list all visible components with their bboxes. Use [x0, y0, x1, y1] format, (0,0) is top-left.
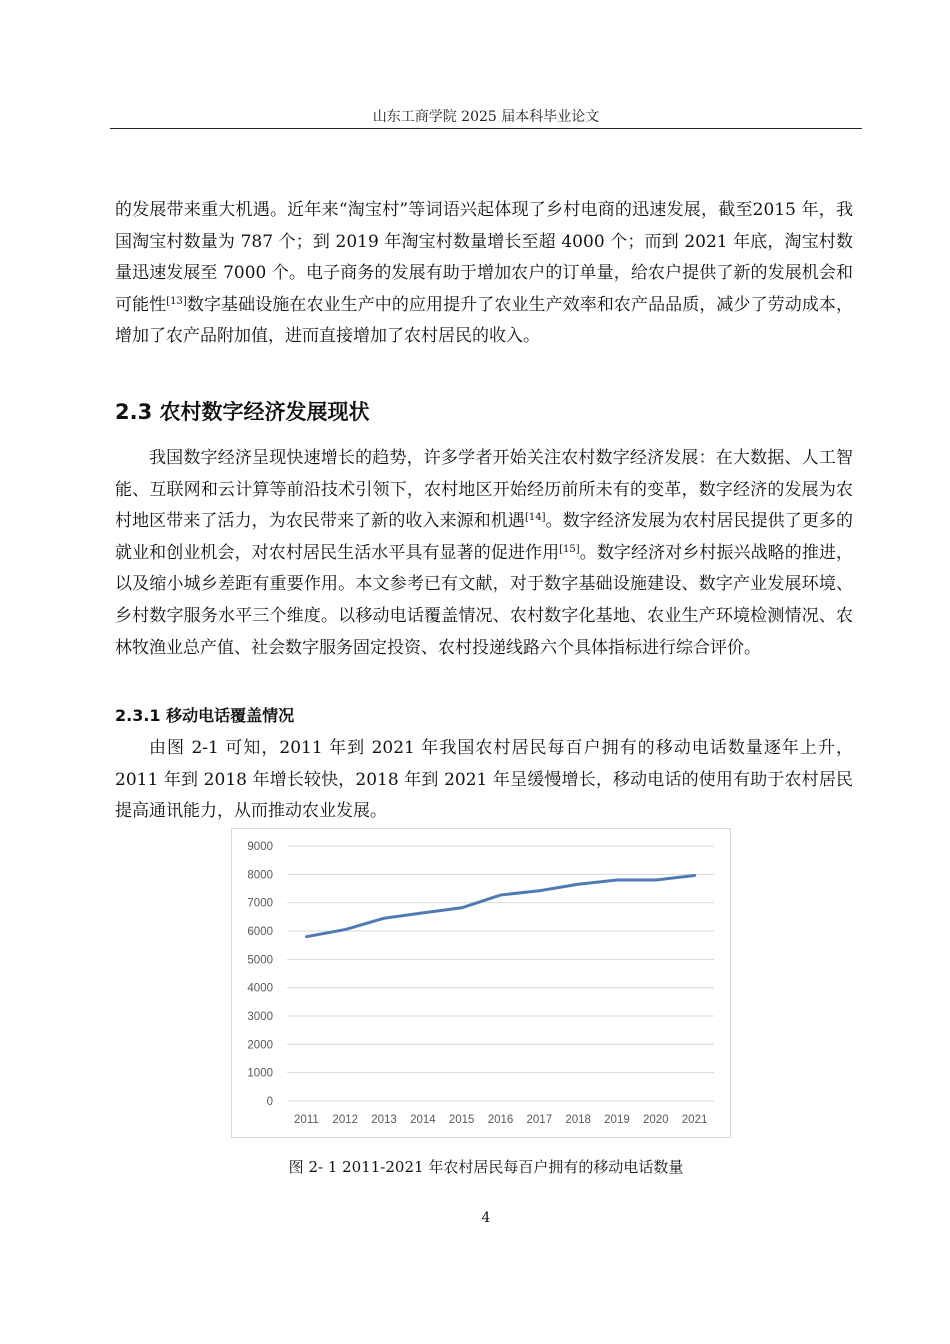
section-heading: 2.3 农村数字经济发展现状 [115, 400, 370, 424]
x-tick-label: 2018 [565, 1114, 591, 1126]
paragraph-text: 。数字经济对乡村振兴战略的推进，以及缩小城乡差距有重要作用。本文参考已有文献，对于数字基础设施建设、数字产业发展环境、乡村数字服务水平三个维度。以移动电话覆盖情况、农村数字化基地、农业生产环境检测情况、农林牧渔业总产值、社会数字服务固定投资、农村投递线路六个具体指标进行综合评价。 [115, 542, 854, 658]
subsection-heading: 2.3.1 移动电话覆盖情况 [115, 706, 295, 725]
y-tick-label: 3000 [247, 1011, 273, 1023]
header-rule [110, 128, 862, 129]
x-tick-label: 2021 [681, 1114, 708, 1126]
figure-caption: 图 2- 1 2011-2021 年农村居民每百户拥有的移动电话数量 [288, 1158, 684, 1176]
y-tick-label: 0 [266, 1096, 273, 1108]
x-tick-label: 2019 [604, 1114, 630, 1126]
y-axis-ticks [247, 841, 273, 1108]
paragraph-text: 我国数字经济呈现快速增长的趋势，许多学者开始关注农村数字经济发展：在大数据、人工智能、互联网和云计算等前沿技术引领下，农村地区开始经历前所未有的变革，数字经济的发展为农村地区带来了活力，为农民带来了新的收入来源和机遇 [115, 448, 853, 532]
citation-13: [13] [166, 295, 187, 307]
x-tick-label: 2013 [371, 1114, 397, 1126]
y-tick-label: 8000 [247, 869, 273, 882]
y-tick-label: 2000 [247, 1039, 273, 1052]
x-tick-label: 2011 [294, 1114, 319, 1126]
paragraph-mobile-phone [115, 733, 853, 828]
chart-canvas [232, 829, 730, 1137]
y-tick-label: 1000 [247, 1067, 273, 1080]
x-tick-label: 2012 [332, 1114, 359, 1126]
series-line [306, 875, 694, 936]
chart-gridlines [287, 846, 714, 1101]
x-tick-label: 2020 [642, 1114, 669, 1126]
paragraph-digital-economy [115, 443, 853, 664]
running-header: 山东工商学院 2025 届本科毕业论文 [372, 109, 600, 125]
x-tick-label: 2014 [410, 1114, 436, 1126]
chart-series [306, 875, 694, 936]
x-tick-label: 2015 [448, 1114, 475, 1126]
page-number: 4 [481, 1210, 491, 1226]
paragraph-ecommerce [115, 195, 853, 353]
line-chart [231, 828, 731, 1138]
citation-14: [14] [524, 512, 546, 524]
citation-15: [15] [559, 543, 580, 555]
paragraph-text: 由图 2-1 可知，2011 年到 2021 年我国农村居民每百户拥有的移动电话数量逐年上升，2011 年到 2018 年增长较快，2018 年到 2021 年呈缓慢增长，移动电话的使用有助于农村居民提高通讯能力，从而推动农业发展。 [115, 738, 853, 822]
x-tick-label: 2016 [487, 1114, 514, 1126]
paragraph-text: 数字基础设施在农业生产中的应用提升了农业生产效率和农产品品质，减少了劳动成本，增加了农产品附加值，进而直接增加了农村居民的收入。 [115, 294, 854, 347]
paragraph-text: 。数字经济发展为农村居民提供了更多的就业和创业机会，对农村居民生活水平具有显著的促进作用 [115, 511, 854, 563]
y-tick-label: 9000 [247, 841, 273, 853]
y-tick-label: 7000 [247, 897, 273, 910]
y-tick-label: 6000 [247, 926, 273, 938]
y-tick-label: 4000 [247, 982, 273, 995]
paragraph-text: 的发展带来重大机遇。近年来“淘宝村”等词语兴起体现了乡村电商的迅速发展，截至2015 年，我国淘宝村数量为 787 个；到 2019 年淘宝村数量增长至超 4000 个；而到 2021 年底，淘宝村数量迅速发展至 7000 个。电子商务的发展有助于增加农户的订单量，给农户提供了新的发展机会和可能性 [115, 200, 853, 315]
x-tick-label: 2017 [526, 1114, 553, 1126]
x-axis-ticks [294, 1114, 707, 1126]
y-tick-label: 5000 [247, 954, 273, 967]
